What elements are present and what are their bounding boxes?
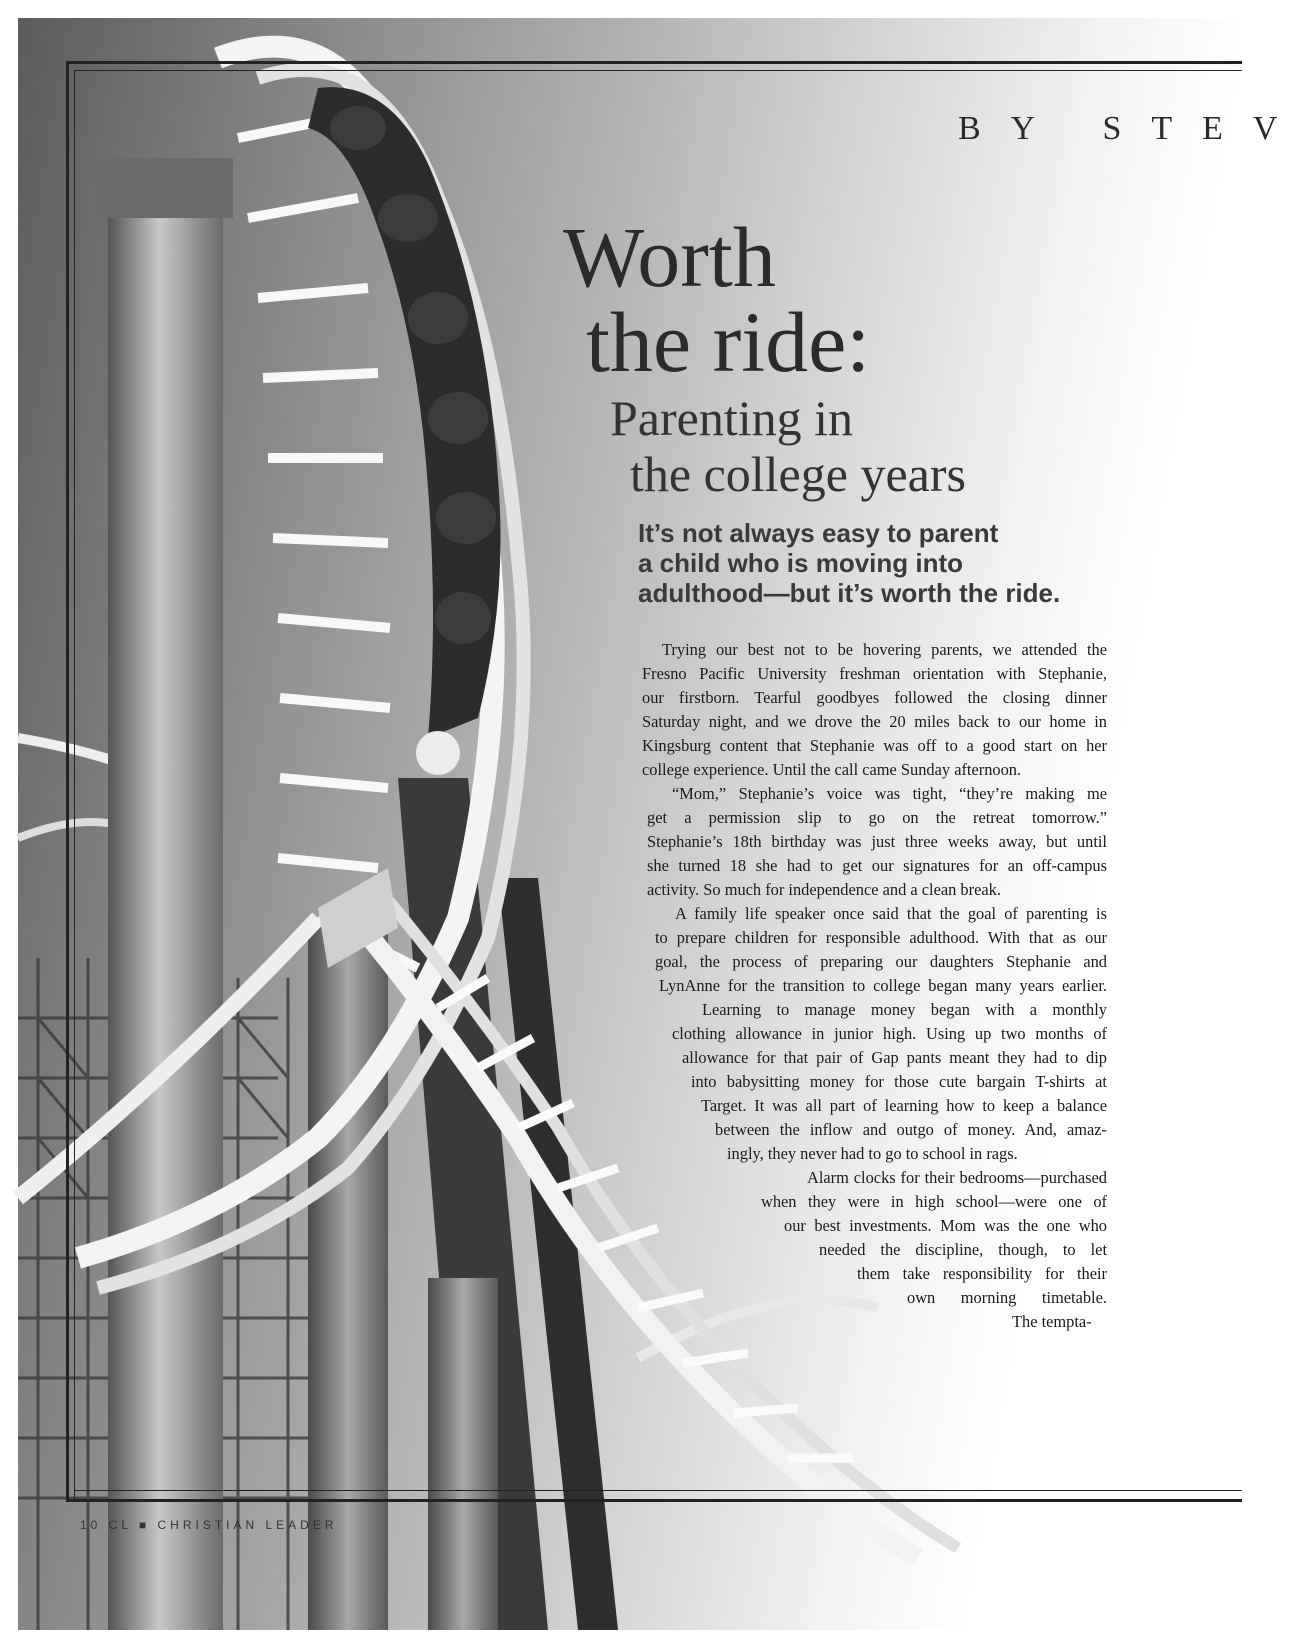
body-line: Kingsburg content that Stephanie was off to a good start on her — [642, 736, 1107, 755]
body-line: allowance for that pair of Gap pants meant they had to dip — [682, 1048, 1107, 1067]
body-line: LynAnne for the transition to college began many years earlier. — [659, 976, 1107, 995]
subhead-line-1: Parenting in — [610, 390, 854, 446]
byline: BY STEV — [958, 110, 1307, 147]
body-line: Target. It was all part of learning how to keep a balance — [701, 1096, 1107, 1115]
body-line: when they were in high school—were one of — [761, 1192, 1107, 1211]
page-footer: 10 CL ■ CHRISTIAN LEADER — [80, 1518, 338, 1532]
body-line: Saturday night, and we drove the 20 miles back to our home in — [642, 712, 1107, 731]
body-line: needed the discipline, though, to let — [819, 1240, 1107, 1259]
top-rule-thick — [66, 61, 1242, 64]
body-line: Stephanie’s 18th birthday was just three weeks away, but until — [647, 832, 1107, 851]
deck-line: It’s not always easy to parent — [638, 518, 999, 548]
body-line: A family life speaker once said that the goal of parenting is — [675, 904, 1107, 923]
body-line: college experience. Until the call came Sunday afternoon. — [642, 760, 1022, 779]
deck — [638, 518, 1061, 608]
body-line: into babysitting money for those cute bargain T-shirts at — [691, 1072, 1107, 1091]
body-line: The tempta- — [1012, 1312, 1092, 1331]
body-line: Fresno Pacific University freshman orientation with Stephanie, — [642, 664, 1107, 683]
body-line: Alarm clocks for their bedrooms—purchased — [807, 1168, 1107, 1187]
body-line: she turned 18 she had to get our signatures for an off-campus — [647, 856, 1107, 875]
body-line: our firstborn. Tearful goodbyes followed the closing dinner — [642, 688, 1107, 707]
body-line: goal, the process of preparing our daughters Stephanie and — [655, 952, 1107, 971]
headline-line-1: Worth — [563, 209, 776, 305]
body-line: them take responsibility for their — [857, 1264, 1107, 1283]
bottom-rule-thin — [74, 1490, 1242, 1491]
body-line: Trying our best not to be hovering parents, we attended the — [662, 640, 1107, 659]
subhead-line-2: the college years — [630, 446, 966, 502]
deck-line: a child who is moving into — [638, 548, 964, 578]
left-rule-thin — [74, 70, 75, 1500]
body-line: get a permission slip to go on the retreat tomorrow.” — [647, 808, 1107, 827]
bottom-rule-thick — [66, 1499, 1242, 1502]
body-line: clothing allowance in junior high. Using up two months of — [672, 1024, 1107, 1043]
body-line: between the inflow and outgo of money. And, amaz- — [715, 1120, 1107, 1139]
deck-line: adulthood—but it’s worth the ride. — [638, 578, 1061, 608]
magazine-page — [18, 18, 1307, 1630]
headline-line-2: the ride: — [586, 294, 871, 390]
body-line: ingly, they never had to go to school in rags. — [727, 1144, 1018, 1163]
body-line: own morning timetable. — [907, 1288, 1107, 1307]
left-rule-thick — [66, 61, 69, 1501]
top-rule-thin — [74, 70, 1242, 71]
body-line: activity. So much for independence and a clean break. — [647, 880, 1001, 899]
body-line: Learning to manage money began with a monthly — [702, 1000, 1107, 1019]
body-line: our best investments. Mom was the one who — [784, 1216, 1107, 1235]
body-line: “Mom,” Stephanie’s voice was tight, “they’re making me — [672, 784, 1107, 803]
body-line: to prepare children for responsible adulthood. With that as our — [655, 928, 1107, 947]
